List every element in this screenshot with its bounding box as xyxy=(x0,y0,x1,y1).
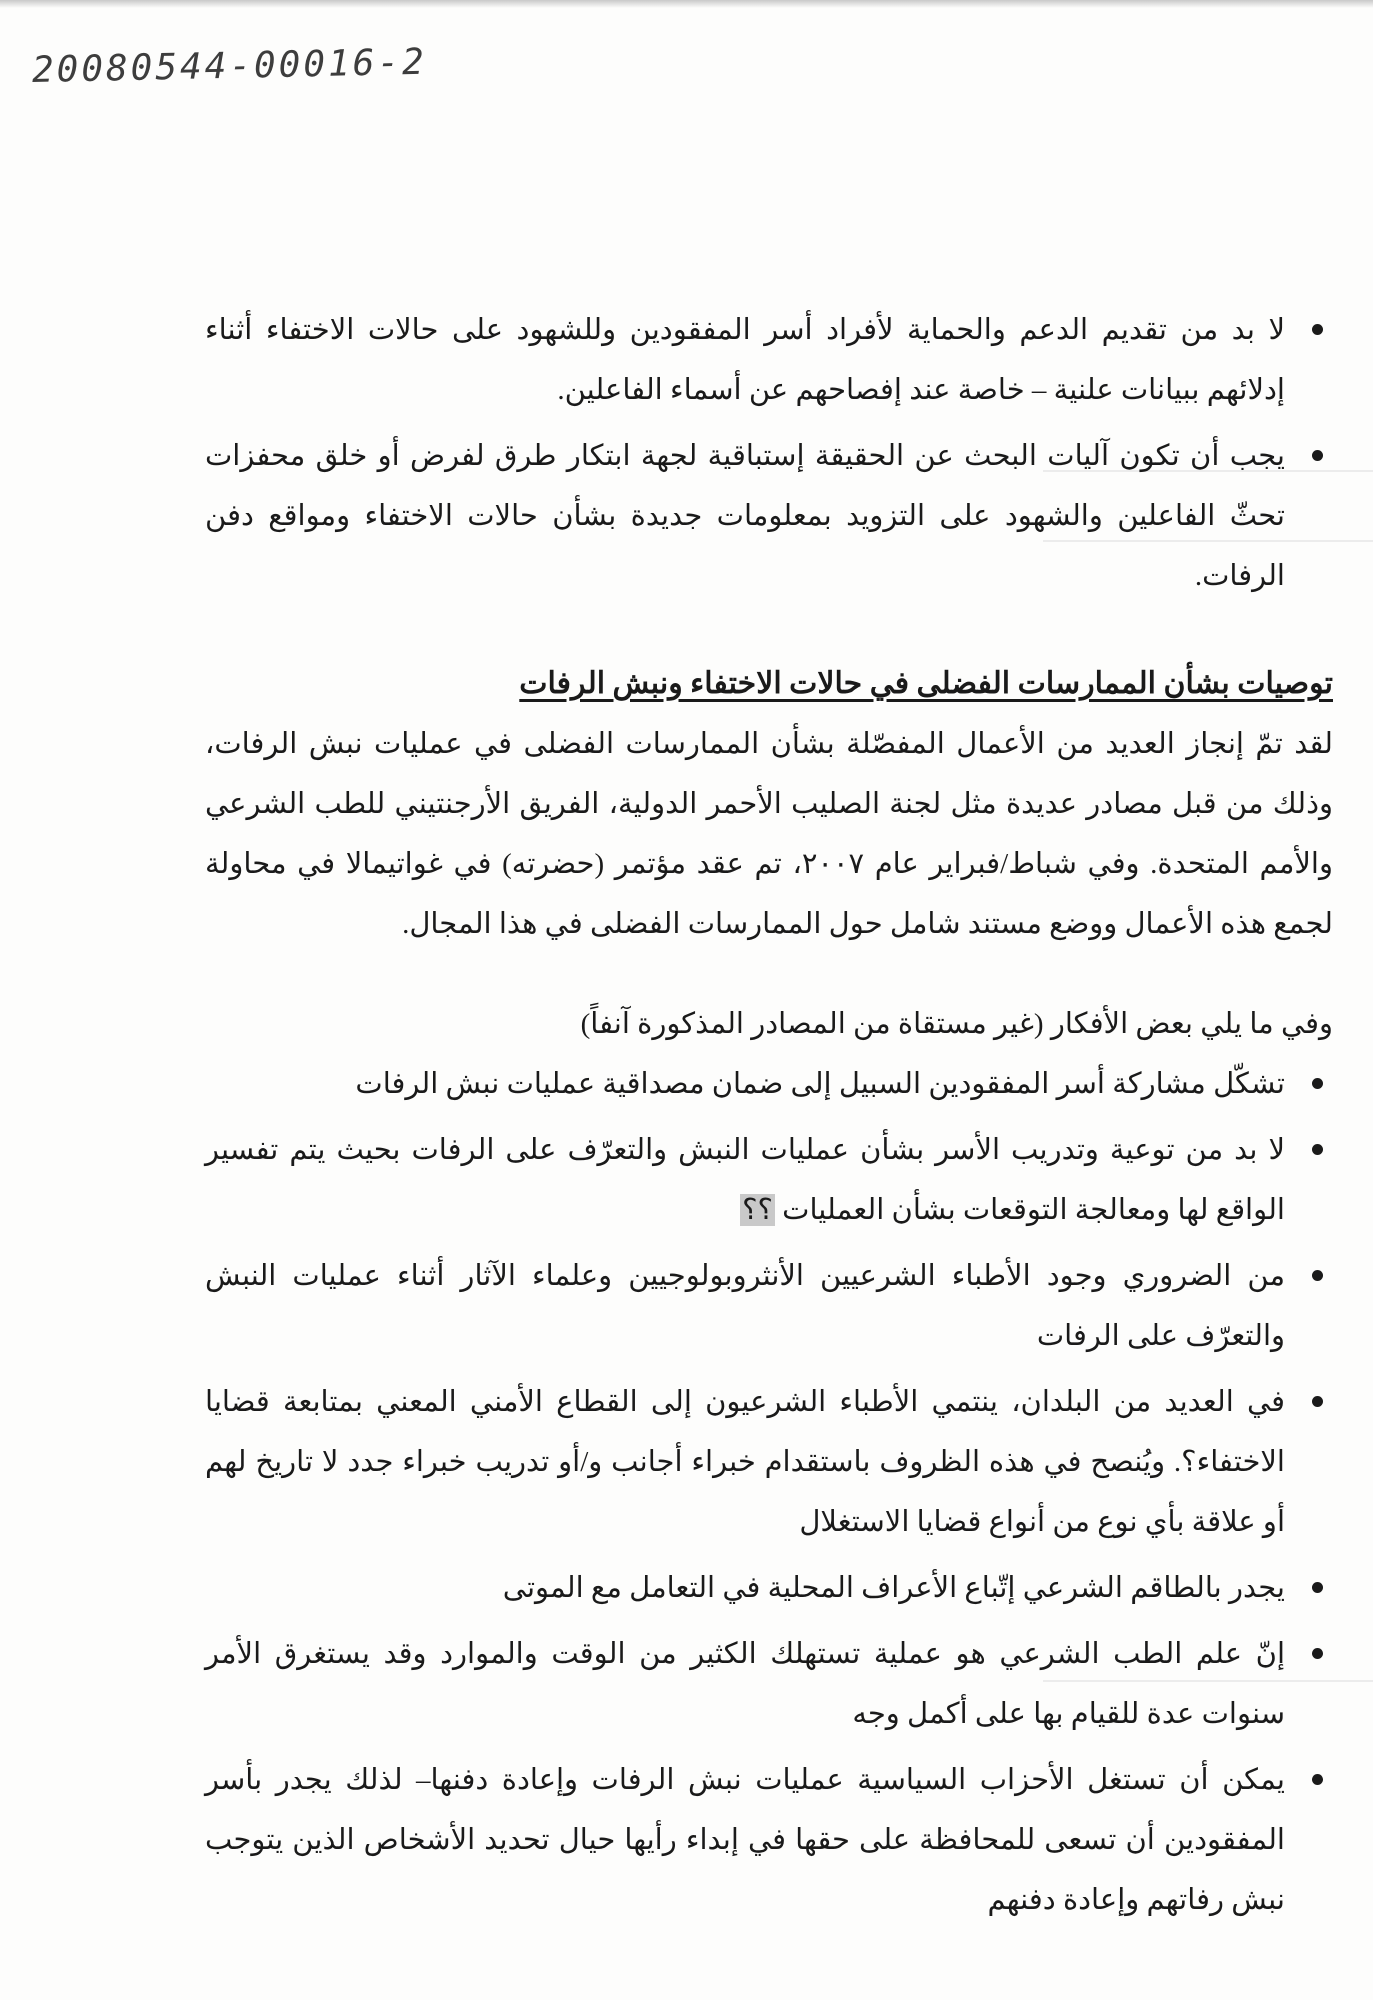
handwritten-reference-code: 20080544-00016-2 xyxy=(31,41,428,91)
section-paragraph: لقد تمّ إنجاز العديد من الأعمال المفصّلة بشأن الممارسات الفضلى في عمليات نبش الرفات، وذلك من قبل مصادر عديدة مثل لجنة الصليب الأحمر الدولية، الفريق الأرجنتيني للطب الشرعي والأمم المتحدة. وفي شباط/فبراير عام ٢٠٠٧، تم عقد مؤتمر (حضرته) في غواتيمالا في محاولة لجمع هذه الأعمال ووضع مستند شامل حول الممارسات الفضلى في هذا المجال. xyxy=(205,728,1333,940)
list-item-text: إنّ علم الطب الشرعي هو عملية تستهلك الكثير من الوقت والموارد وقد يستغرق الأمر سنوات عدة للقيام بها على أكمل وجه xyxy=(205,1638,1285,1730)
section-heading: توصيات بشأن الممارسات الفضلى في حالات الاختفاء ونبش الرفات xyxy=(519,667,1333,700)
list-item xyxy=(205,1120,1333,1240)
list-item xyxy=(205,1246,1333,1366)
bullet-icon xyxy=(1312,324,1323,335)
intro-bullet-list xyxy=(205,300,1333,606)
bullet-icon xyxy=(1312,450,1323,461)
ideas-intro: وفي ما يلي بعض الأفكار (غير مستقاة من المصادر المذكورة آنفاً) xyxy=(580,1008,1333,1040)
list-item-text: لا بد من تقديم الدعم والحماية لأفراد أسر المفقودين وللشهود على حالات الاختفاء أثناء إدلائهم ببيانات علنية – خاصة عند إفصاحهم عن أسماء الفاعلين. xyxy=(205,314,1285,406)
list-item xyxy=(205,300,1333,420)
bullet-icon xyxy=(1312,1078,1323,1089)
bullet-icon xyxy=(1312,1774,1323,1785)
highlighted-question-marks: ؟؟ xyxy=(742,1194,773,1226)
ideas-bullet-list xyxy=(205,1054,1333,1930)
list-item xyxy=(205,1558,1333,1618)
list-item xyxy=(205,1054,1333,1114)
list-item xyxy=(205,1624,1333,1744)
bullet-icon xyxy=(1312,1396,1323,1407)
bullet-icon xyxy=(1312,1270,1323,1281)
list-item-text: يجدر بالطاقم الشرعي إتّباع الأعراف المحلية في التعامل مع الموتى xyxy=(502,1572,1285,1604)
list-item xyxy=(205,426,1333,606)
list-item-text: تشكّل مشاركة أسر المفقودين السبيل إلى ضمان مصداقية عمليات نبش الرفات xyxy=(355,1068,1285,1100)
bullet-icon xyxy=(1312,1582,1323,1593)
list-item-text: يمكن أن تستغل الأحزاب السياسية عمليات نبش الرفات وإعادة دفنها– لذلك يجدر بأسر المفقودين أن تسعى للمحافظة على حقها في إبداء رأيها حيال تحديد الأشخاص الذين يتوجب نبش رفاتهم وإعادة دفنهم xyxy=(205,1764,1285,1916)
document-body xyxy=(205,300,1333,1936)
bullet-icon xyxy=(1312,1648,1323,1659)
scan-edge xyxy=(0,0,1373,8)
list-item-text: يجب أن تكون آليات البحث عن الحقيقة إستباقية لجهة ابتكار طرق لفرض أو خلق محفزات تحثّ الفاعلين والشهود على التزويد بمعلومات جديدة بشأن حالات الاختفاء ومواقع دفن الرفات. xyxy=(205,440,1285,592)
bullet-icon xyxy=(1312,1144,1323,1155)
list-item-text: في العديد من البلدان، ينتمي الأطباء الشرعيون إلى القطاع الأمني المعني بمتابعة قضايا الاختفاء؟. ويُنصح في هذه الظروف باستقدام خبراء أجانب و/أو تدريب خبراء جدد لا تاريخ لهم أو علاقة بأي نوع من أنواع قضايا الاستغلال xyxy=(205,1386,1285,1538)
list-item xyxy=(205,1750,1333,1930)
list-item-text: من الضروري وجود الأطباء الشرعيين الأنثروبولوجيين وعلماء الآثار أثناء عمليات النبش والتعرّف على الرفات xyxy=(205,1260,1285,1352)
list-item-text: لا بد من توعية وتدريب الأسر بشأن عمليات النبش والتعرّف على الرفات بحيث يتم تفسير الواقع لها ومعالجة التوقعات بشأن العمليات xyxy=(205,1134,1285,1226)
list-item xyxy=(205,1372,1333,1552)
